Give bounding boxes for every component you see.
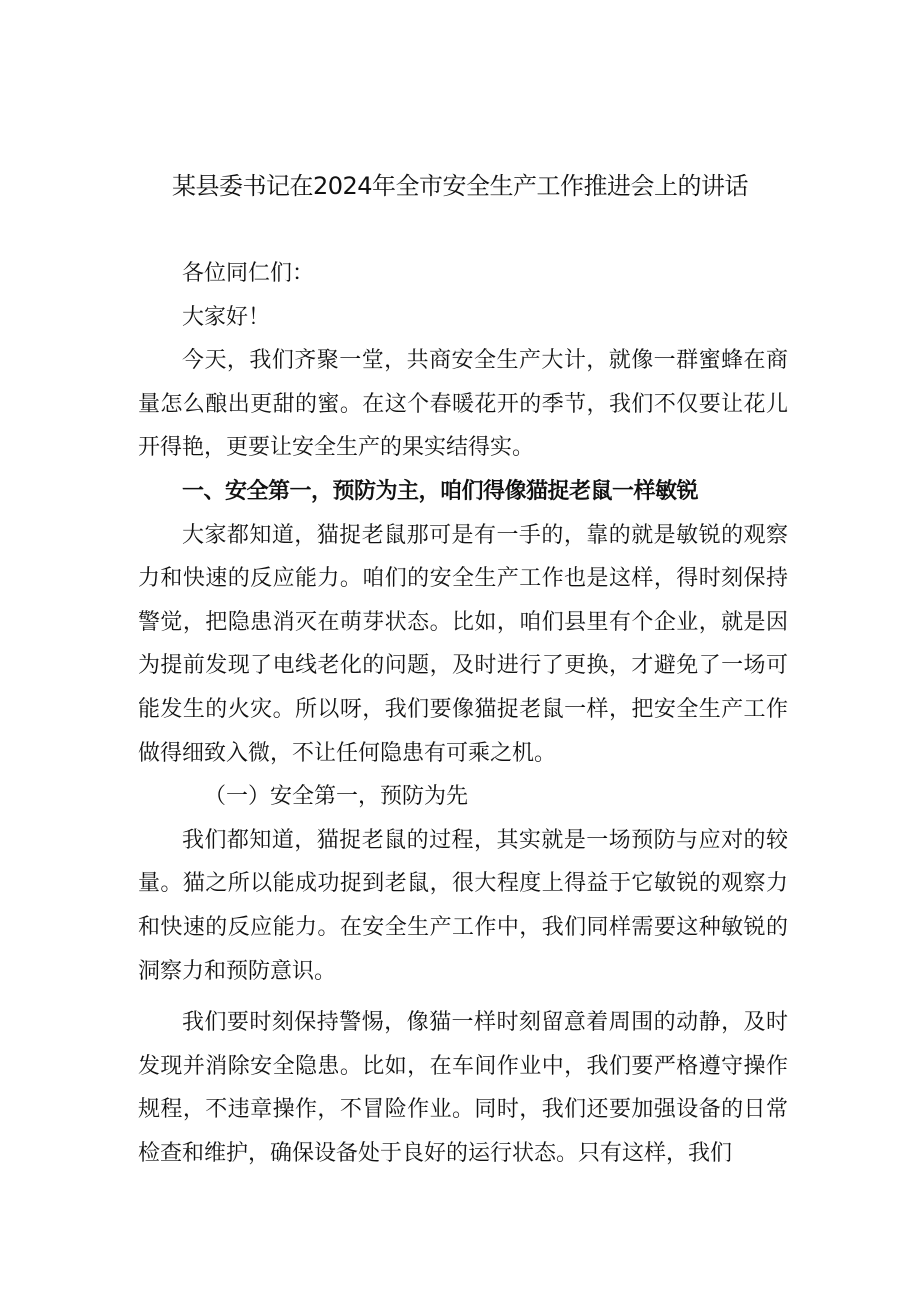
- subsection-1-paragraph-2: 我们要时刻保持警惕，像猫一样时刻留意着周围的动静，及时发现并消除安全隐患。比如，在车间作业中，我们要严格遵守操作规程，不违章操作，不冒险作业。同时，我们还要加强设备的日常检查和维护，确保设备处于良好的运行状态。只有这样，我们: [138, 1010, 788, 1166]
- section-1-paragraph: 大家都知道，猫捉老鼠那可是有一手的，靠的就是敏锐的观察力和快速的反应能力。咱们的安全生产工作也是这样，得时刻保持警觉，把隐患消灭在萌芽状态。比如，咱们县里有个企业，就是因为提前发现了电线老化的问题，及时进行了更换，才避免了一场可能发生的火灾。所以呀，我们要像猫捉老鼠一样，把安全生产工作做得细致入微，不让任何隐患有可乘之机。: [138, 522, 788, 766]
- document-title: 某县委书记在2024年全市安全生产工作推进会上的讲话: [171, 172, 749, 200]
- greeting: 大家好！: [182, 304, 271, 330]
- subsection-heading-1: （一）安全第一，预防为先: [204, 784, 469, 810]
- intro-paragraph: 今天，我们齐聚一堂，共商安全生产大计，就像一群蜜蜂在商量怎么酿出更甜的蜜。在这个春暖花开的季节，我们不仅要让花儿开得艳，更要让安全生产的果实结得实。: [138, 348, 788, 461]
- salutation: 各位同仁们：: [182, 261, 315, 286]
- section-heading-1: 一、安全第一，预防为主，咱们得像猫捉老鼠一样敏锐: [182, 478, 699, 504]
- document-body: [138, 252, 788, 1175]
- subsection-1-paragraph-1: 我们都知道，猫捉老鼠的过程，其实就是一场预防与应对的较量。猫之所以能成功捉到老鼠，很大程度上得益于它敏锐的观察力和快速的反应能力。在安全生产工作中，我们同样需要这种敏锐的洞察力和预防意识。: [138, 827, 788, 984]
